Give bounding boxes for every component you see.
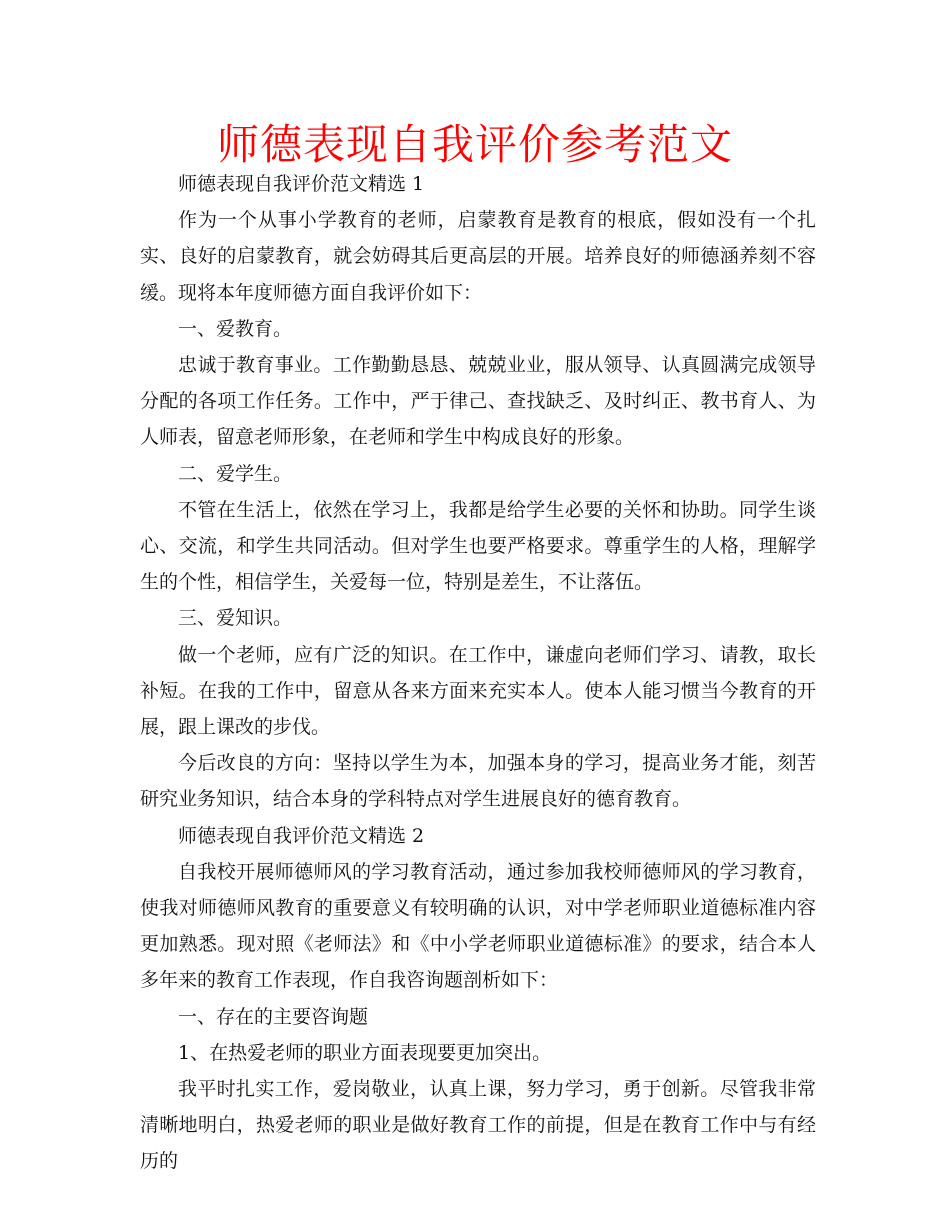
paragraph: 作为一个从事小学教育的老师，启蒙教育是教育的根底，假如没有一个扎实、良好的启蒙教育，就会妨碍其后更高层的开展。培养良好的师德涵养刻不容缓。现将本年度师德方面自我评价如下： [140,209,816,304]
paragraph: 不管在生活上，依然在学习上，我都是给学生必要的关怀和协助。同学生谈心、交流，和学生共同活动。但对学生也要严格要求。尊重学生的人格，理解学生的个性，相信学生，关爱每一位，特别是差生，不让落伍。 [140,498,816,594]
document-title: 师德表现自我评价参考范文 [216,120,733,169]
subheading: 一、存在的主要咨询题 [178,1005,369,1028]
subheading: 1、在热爱老师的职业方面表现要更加突出。 [178,1041,552,1064]
subheading: 一、爱教育。 [178,317,293,340]
subheading: 三、爱知识。 [178,607,293,630]
subheading: 二、爱学生。 [178,462,293,485]
paragraph: 自我校开展师德师风的学习教育活动，通过参加我校师德师风的学习教育，使我对师德师风教育的重要意义有较明确的认识，对中学老师职业道德标准内容更加熟悉。现对照《老师法》和《中小学老师职业道德标准》的要求，结合本人多年来的教育工作表现，作自我咨询题剖析如下： [140,860,816,992]
paragraph: 我平时扎实工作，爱岗敬业，认真上课，努力学习，勇于创新。尽管我非常清晰地明白，热爱老师的职业是做好教育工作的前提，但是在教育工作中与有经历的 [140,1078,816,1173]
section-heading-1: 师德表现自我评价范文精选 1 [178,173,425,195]
paragraph: 做一个老师，应有广泛的知识。在工作中，谦虚向老师们学习、请教，取长补短。在我的工作中，留意从各来方面来充实本人。使本人能习惯当今教育的开展，跟上课改的步伐。 [140,643,816,739]
section-heading-2: 师德表现自我评价范文精选 2 [178,824,425,847]
paragraph: 忠诚于教育事业。工作勤勤恳恳、兢兢业业，服从领导、认真圆满完成领导分配的各项工作任务。工作中，严于律己、查找缺乏、及时纠正、教书育人、为人师表，留意老师形象，在老师和学生中构成良好的形象。 [140,354,816,449]
paragraph: 今后改良的方向：坚持以学生为本，加强本身的学习，提高业务才能，刻苦研究业务知识，结合本身的学科特点对学生进展良好的德育教育。 [140,752,816,811]
document-body [140,166,816,1180]
